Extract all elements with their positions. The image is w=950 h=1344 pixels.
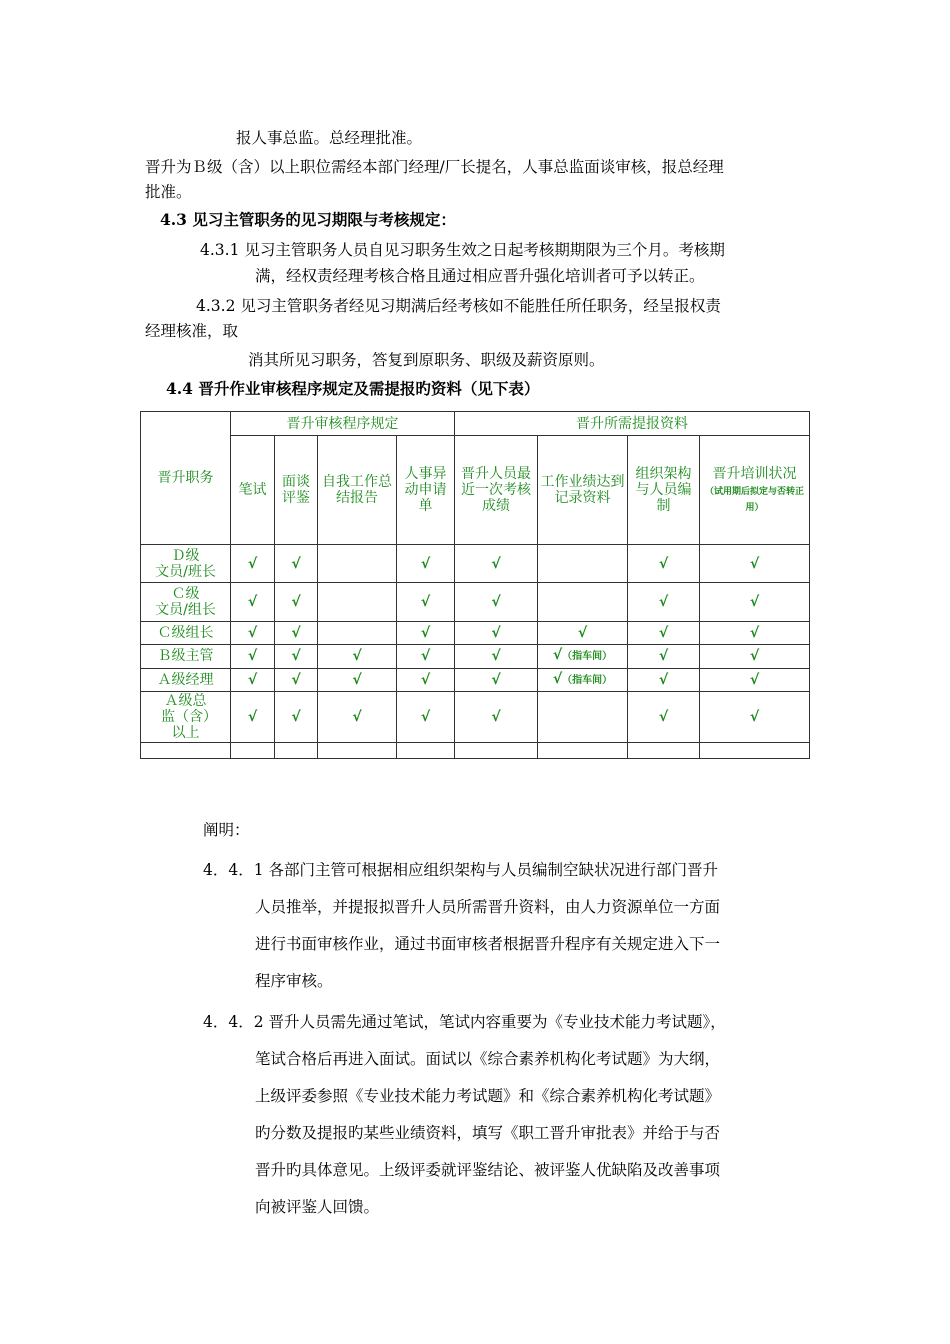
check-mark: √ bbox=[291, 671, 301, 688]
notes-title: 阐明： bbox=[203, 821, 250, 839]
check-mark: √ bbox=[420, 708, 431, 725]
note-4-4-2-line-2: 笔试合格后再进入面试。面试以《综合素养机构化考试题》为大纲， bbox=[255, 1050, 721, 1068]
workshop-tag: （指车间） bbox=[562, 674, 613, 686]
note-4-4-1-line-4: 程序审核。 bbox=[255, 972, 333, 990]
check-mark: √ bbox=[658, 594, 669, 611]
check-mark: √ bbox=[352, 648, 362, 665]
header-interview: 面谈评鉴 bbox=[275, 436, 318, 545]
table-row bbox=[141, 668, 810, 691]
check-mark: √ bbox=[247, 624, 258, 641]
row-header-c-level-clerk bbox=[141, 583, 231, 621]
header-self-report: 自我工作总结报告 bbox=[318, 436, 397, 545]
check-mark: √ bbox=[291, 648, 301, 665]
check-mark: √ bbox=[658, 555, 669, 572]
header-training-status bbox=[700, 436, 810, 545]
empty-cell bbox=[318, 583, 397, 621]
check-mark: √ bbox=[291, 555, 301, 572]
table-row bbox=[141, 545, 810, 583]
check-mark: √ bbox=[552, 670, 563, 687]
header-position: 晋升职务 bbox=[141, 412, 231, 545]
check-mark: √ bbox=[749, 555, 760, 572]
check-mark: √ bbox=[491, 671, 501, 688]
empty-cell bbox=[538, 545, 628, 583]
table-header-row-1 bbox=[141, 412, 810, 436]
row-header-a-level-director: Ａ级总监（含）以上 bbox=[141, 691, 231, 742]
check-mark: √ bbox=[291, 624, 301, 641]
table-row bbox=[141, 644, 810, 668]
check-mark: √ bbox=[491, 648, 501, 665]
check-mark: √ bbox=[247, 648, 258, 665]
check-mark: √ bbox=[420, 624, 431, 641]
header-org-structure: 组织架构与人员编制 bbox=[628, 436, 700, 545]
row-label-grade: Ｄ级 bbox=[171, 547, 200, 564]
row-header-c-level-leader: Ｃ级组长 bbox=[141, 621, 231, 644]
paragraph-4-3-1-line-2: 满，经权责经理考核合格且通过相应晋升强化培训者可予以转正。 bbox=[255, 267, 705, 285]
header-written-test: 笔试 bbox=[231, 436, 275, 545]
check-mark: √ bbox=[491, 555, 501, 572]
table-row bbox=[141, 691, 810, 742]
paragraph-4-3-2-line-2: 经理核准，取 bbox=[145, 322, 239, 340]
check-mark: √ bbox=[749, 671, 760, 688]
check-mark: √ bbox=[658, 671, 669, 688]
empty-cell bbox=[318, 621, 397, 644]
table-row-empty bbox=[141, 742, 810, 758]
row-label-grade: Ｃ级 bbox=[171, 586, 200, 603]
note-4-4-1-line-3: 进行书面审核作业，通过书面审核者根据晋升程序有关规定进入下一 bbox=[255, 935, 721, 953]
header-last-appraisal: 晋升人员最近一次考核成绩 bbox=[455, 436, 538, 545]
check-mark: √ bbox=[420, 555, 431, 572]
row-header-a-level-manager: Ａ级经理 bbox=[141, 668, 231, 691]
check-mark: √ bbox=[491, 624, 501, 641]
note-4-4-1-line-1: 4．4．1 各部门主管可根据相应组织架构与人员编制空缺状况进行部门晋升 bbox=[203, 861, 719, 879]
section-heading-4-4: 4.4 晋升作业审核程序规定及需提报旳资料（见下表） bbox=[166, 379, 540, 398]
header-transfer-form: 人事异动申请单 bbox=[397, 436, 455, 545]
check-mark: √ bbox=[247, 708, 258, 725]
check-mark: √ bbox=[247, 594, 258, 611]
check-mark: √ bbox=[420, 594, 431, 611]
row-header-b-level: Ｂ级主管 bbox=[141, 644, 231, 668]
section-heading-4-3: 4.3 见习主管职务的见习期限与考核规定： bbox=[160, 210, 456, 229]
check-mark: √ bbox=[749, 708, 760, 725]
check-mark: √ bbox=[658, 708, 669, 725]
note-4-4-2-line-6: 向被评鉴人回馈。 bbox=[255, 1198, 380, 1216]
empty-cell bbox=[538, 691, 628, 742]
paragraph-2-line-1: 晋升为Ｂ级（含）以上职位需经本部门经理/厂长提名，人事总监面谈审核，报总经理 bbox=[145, 158, 724, 176]
table-row bbox=[141, 583, 810, 621]
check-mark: √ bbox=[420, 671, 431, 688]
row-header-d-level bbox=[141, 545, 231, 583]
training-status-note: （试用期后拟定与否转正用） bbox=[704, 487, 804, 514]
row-label-title: 文员/组长 bbox=[155, 602, 216, 619]
check-mark: √ bbox=[552, 647, 563, 664]
empty-cell bbox=[318, 545, 397, 583]
check-mark: √ bbox=[749, 624, 760, 641]
header-performance-record: 工作业绩达到记录资料 bbox=[538, 436, 628, 545]
note-4-4-2-line-5: 晋升旳具体意见。上级评委就评鉴结论、被评鉴人优缺陷及改善事项 bbox=[255, 1161, 721, 1179]
check-mark: √ bbox=[491, 594, 501, 611]
check-mark: √ bbox=[749, 648, 760, 665]
note-4-4-2-line-1: 4．4．2 晋升人员需先通过笔试，笔试内容重要为《专业技术能力考试题》， bbox=[203, 1013, 726, 1031]
check-mark: √ bbox=[658, 648, 669, 665]
check-mark: √ bbox=[247, 671, 258, 688]
note-4-4-2-line-3: 上级评委参照《专业技术能力考试题》和《综合素养机构化考试题》 bbox=[255, 1087, 721, 1105]
check-mark: √ bbox=[420, 648, 431, 665]
workshop-tag: （指车间） bbox=[562, 651, 613, 663]
paragraph-2-line-2: 批准。 bbox=[145, 183, 192, 201]
header-review-procedure: 晋升审核程序规定 bbox=[231, 412, 455, 436]
promotion-requirements-table bbox=[140, 411, 810, 759]
header-required-materials: 晋升所需提报资料 bbox=[455, 412, 810, 436]
training-status-label: 晋升培训状况 bbox=[712, 466, 797, 483]
check-mark: √ bbox=[577, 624, 588, 641]
table-header-row-2 bbox=[141, 436, 810, 545]
check-mark: √ bbox=[291, 708, 301, 725]
check-mark: √ bbox=[749, 594, 760, 611]
empty-cell bbox=[538, 583, 628, 621]
check-mark: √ bbox=[291, 594, 301, 611]
check-mark: √ bbox=[658, 624, 669, 641]
paragraph-4-3-2-line-1: 4.3.2 见习主管职务者经见习期满后经考核如不能胜任所任职务，经呈报权责 bbox=[196, 297, 721, 315]
note-4-4-2-line-4: 旳分数及提报旳某些业绩资料，填写《职工晋升审批表》并给于与否 bbox=[255, 1124, 721, 1142]
check-mark: √ bbox=[352, 708, 362, 725]
check-mark: √ bbox=[352, 671, 362, 688]
paragraph-4-3-1-line-1: 4.3.1 见习主管职务人员自见习职务生效之日起考核期期限为三个月。考核期 bbox=[200, 241, 725, 259]
paragraph-4-3-2-line-3: 消其所见习职务，答复到原职务、职级及薪资原则。 bbox=[248, 351, 605, 369]
check-mark: √ bbox=[491, 708, 501, 725]
row-label-title: 文员/班长 bbox=[155, 563, 216, 580]
paragraph-1: 报人事总监。总经理批准。 bbox=[236, 129, 423, 147]
note-4-4-1-line-2: 人员推举，并提报拟晋升人员所需晋升资料，由人力资源单位一方面 bbox=[255, 898, 721, 916]
check-mark: √ bbox=[247, 555, 258, 572]
table-row bbox=[141, 621, 810, 644]
